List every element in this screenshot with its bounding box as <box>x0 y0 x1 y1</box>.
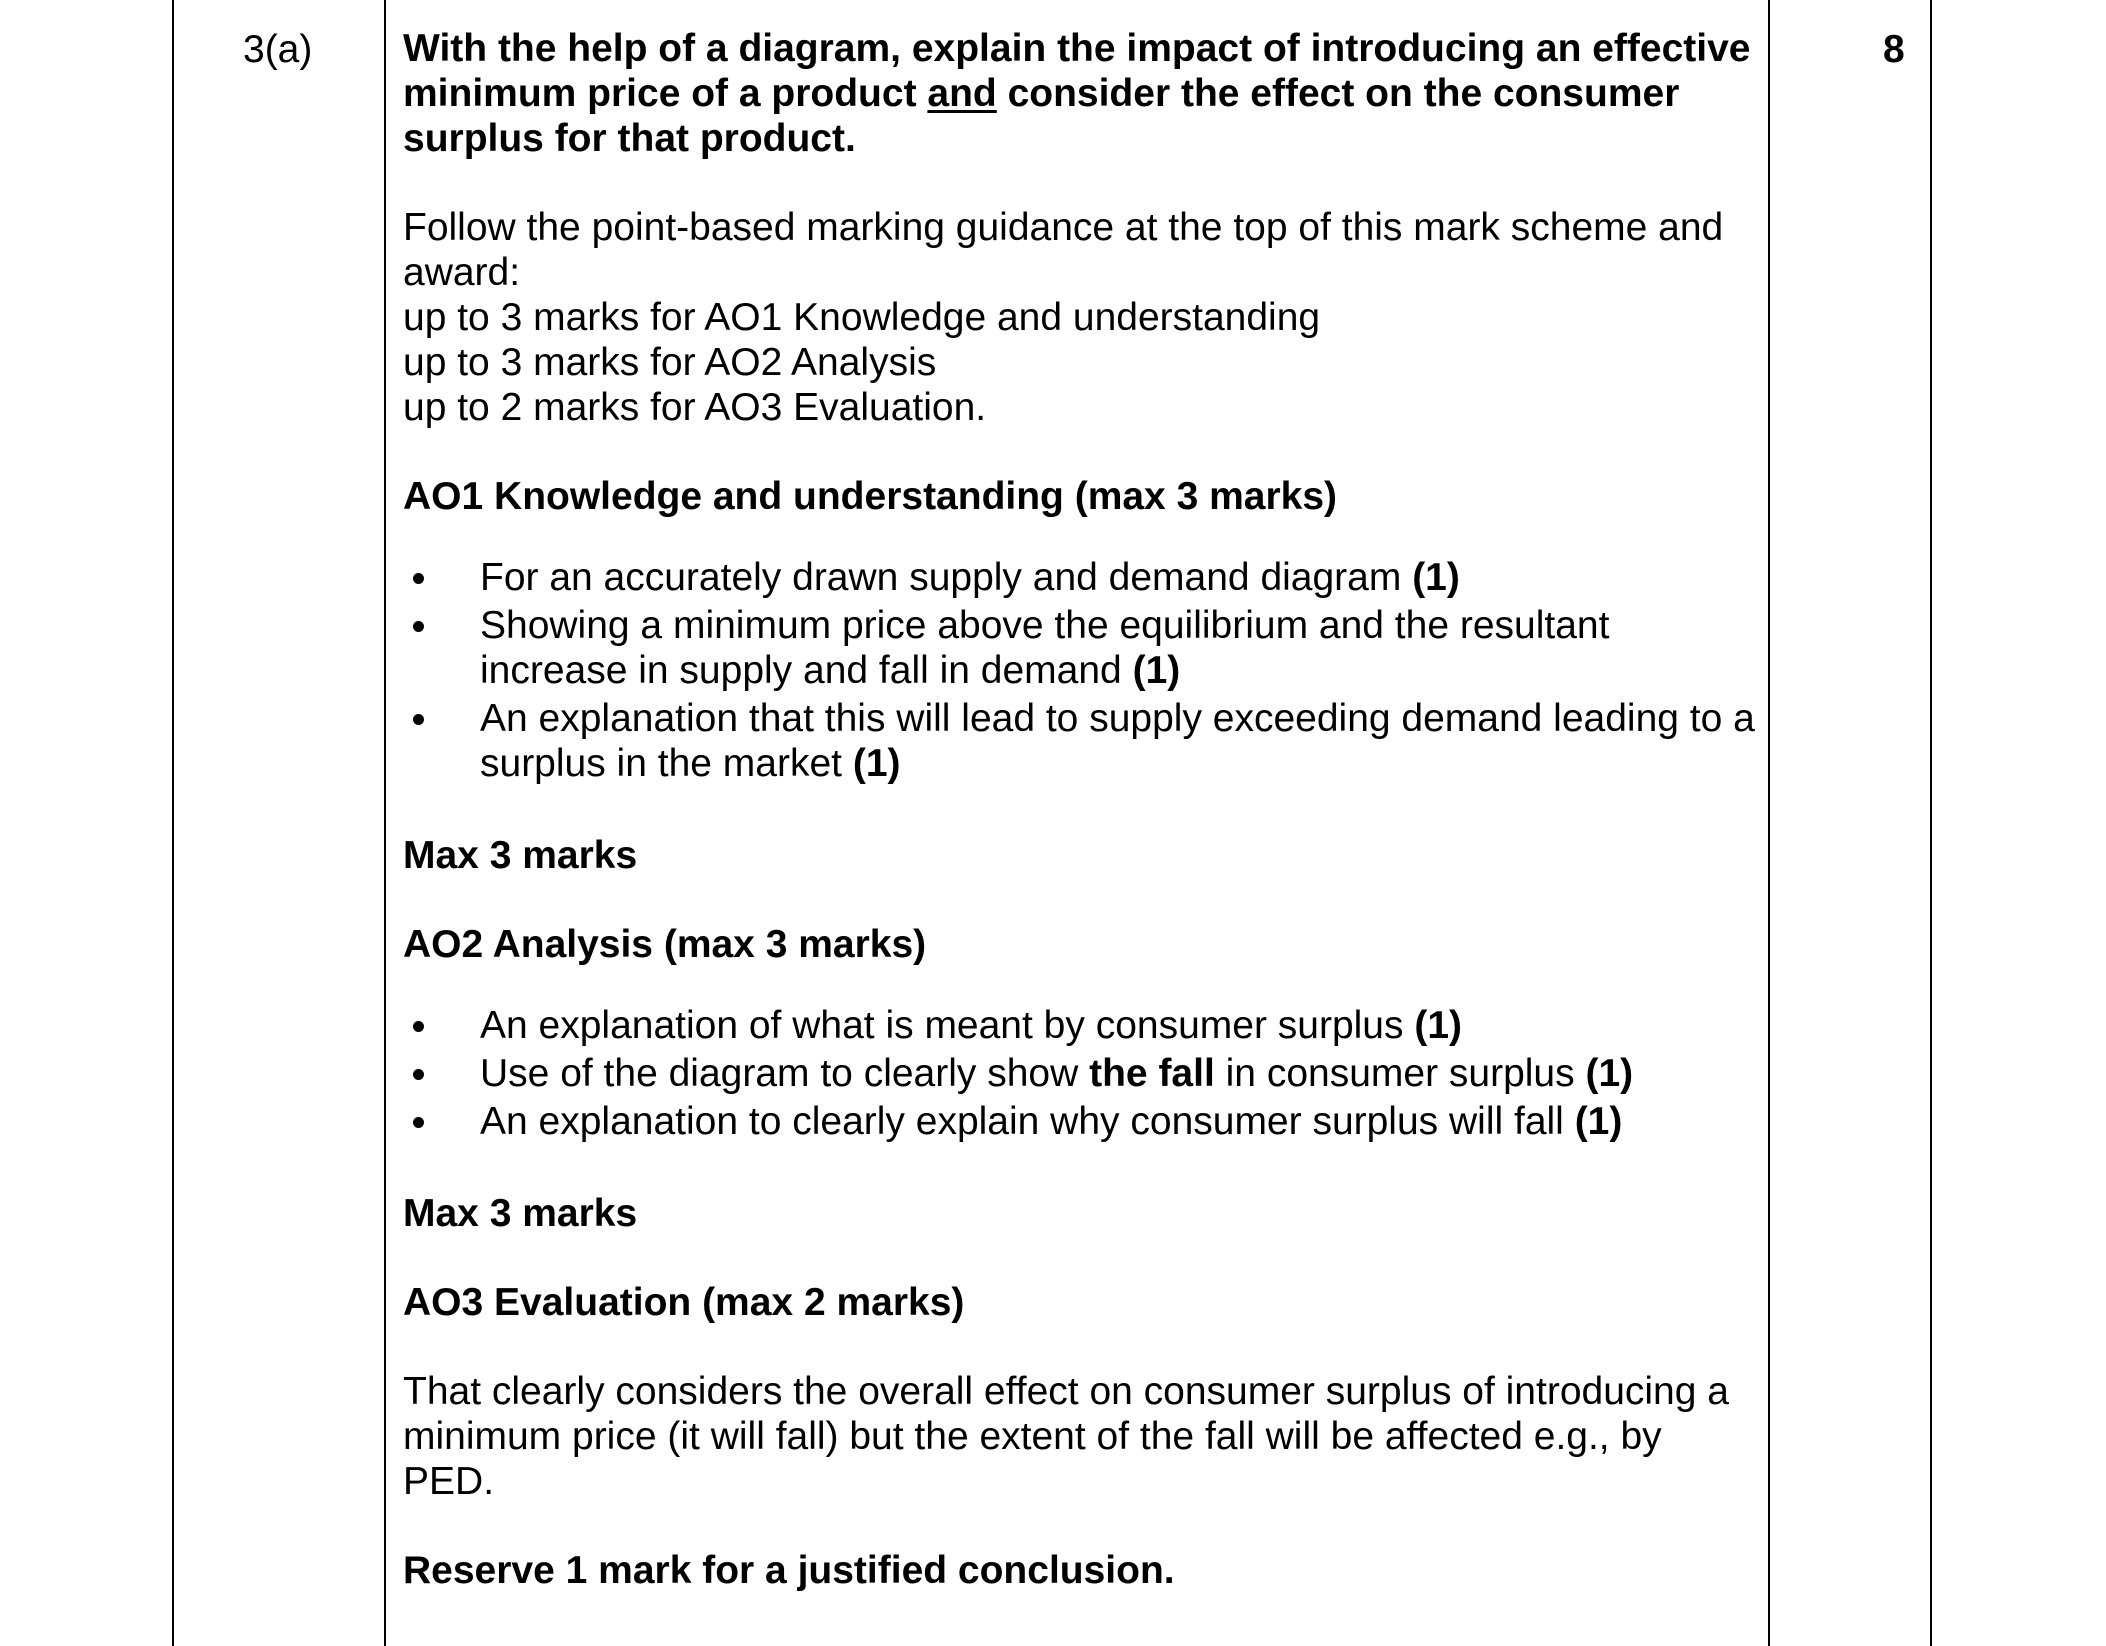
bullet-icon <box>413 573 424 584</box>
guidance-line: up to 2 marks for AO3 Evaluation. <box>403 386 987 429</box>
list-item-mark: (1) <box>1412 556 1460 599</box>
list-item-text: Use of the diagram to clearly show <box>480 1052 1090 1095</box>
column-divider-marks <box>1768 0 1770 1646</box>
list-item <box>403 1003 1763 1048</box>
bullet-icon <box>413 714 424 725</box>
ao2-heading: AO2 Analysis (max 3 marks) <box>403 923 927 966</box>
list-item-text: An explanation of what is meant by consumer surplus <box>480 1004 1415 1047</box>
ao2-list <box>403 1003 1763 1144</box>
question-number: 3(a) <box>243 28 313 71</box>
bullet-icon <box>413 1117 424 1128</box>
ao1-max: Max 3 marks <box>403 834 638 877</box>
bullet-icon <box>413 1069 424 1080</box>
answer-content <box>403 26 1763 1593</box>
bullet-icon <box>413 1021 424 1032</box>
prompt-part2: consider the effect on the consumer surplus for that product. <box>403 72 1680 160</box>
list-item-text: Showing a minimum price above the equilibrium and the resultant increase in supply and fall in demand <box>480 604 1610 692</box>
column-divider-question <box>384 0 386 1646</box>
list-item <box>403 555 1763 600</box>
list-item-text-tail: in consumer surplus <box>1214 1052 1586 1095</box>
guidance-line: up to 3 marks for AO2 Analysis <box>403 341 937 384</box>
list-item-emphasis: the fall <box>1089 1052 1215 1095</box>
ao3-reserve: Reserve 1 mark for a justified conclusion. <box>403 1549 1175 1592</box>
list-item-text: An explanation that this will lead to supply exceeding demand leading to a surplus in the market <box>480 697 1755 785</box>
list-item-text: For an accurately drawn supply and demand diagram <box>480 556 1413 599</box>
list-item <box>403 603 1763 693</box>
question-prompt <box>403 26 1763 161</box>
ao1-heading: AO1 Knowledge and understanding (max 3 marks) <box>403 475 1338 518</box>
prompt-underlined: and <box>927 72 997 115</box>
list-item <box>403 1051 1763 1096</box>
bullet-icon <box>413 621 424 632</box>
question-marks: 8 <box>1883 28 1905 71</box>
list-item-text: An explanation to clearly explain why consumer surplus will fall <box>480 1100 1575 1143</box>
list-item-mark: (1) <box>1574 1100 1623 1143</box>
list-item-mark: (1) <box>1414 1004 1462 1047</box>
guidance-intro: Follow the point-based marking guidance at the top of this mark scheme and award: <box>403 206 1724 294</box>
list-item-mark: (1) <box>1132 649 1181 692</box>
ao3-text: That clearly considers the overall effect on consumer surplus of introducing a minimum price (it will fall) but the extent of the fall will be affected e.g., by PED. <box>403 1370 1729 1503</box>
prompt-part1: With the help of a diagram, explain the impact of introducing an effective minimum price of a product <box>403 27 1751 115</box>
list-item-mark: (1) <box>1585 1052 1634 1095</box>
guidance-line: up to 3 marks for AO1 Knowledge and understanding <box>403 296 1321 339</box>
ao3-heading: AO3 Evaluation (max 2 marks) <box>403 1281 965 1324</box>
list-item <box>403 696 1763 786</box>
list-item <box>403 1099 1763 1144</box>
ao1-list <box>403 555 1763 786</box>
ao2-max: Max 3 marks <box>403 1192 638 1235</box>
list-item-mark: (1) <box>852 742 901 785</box>
